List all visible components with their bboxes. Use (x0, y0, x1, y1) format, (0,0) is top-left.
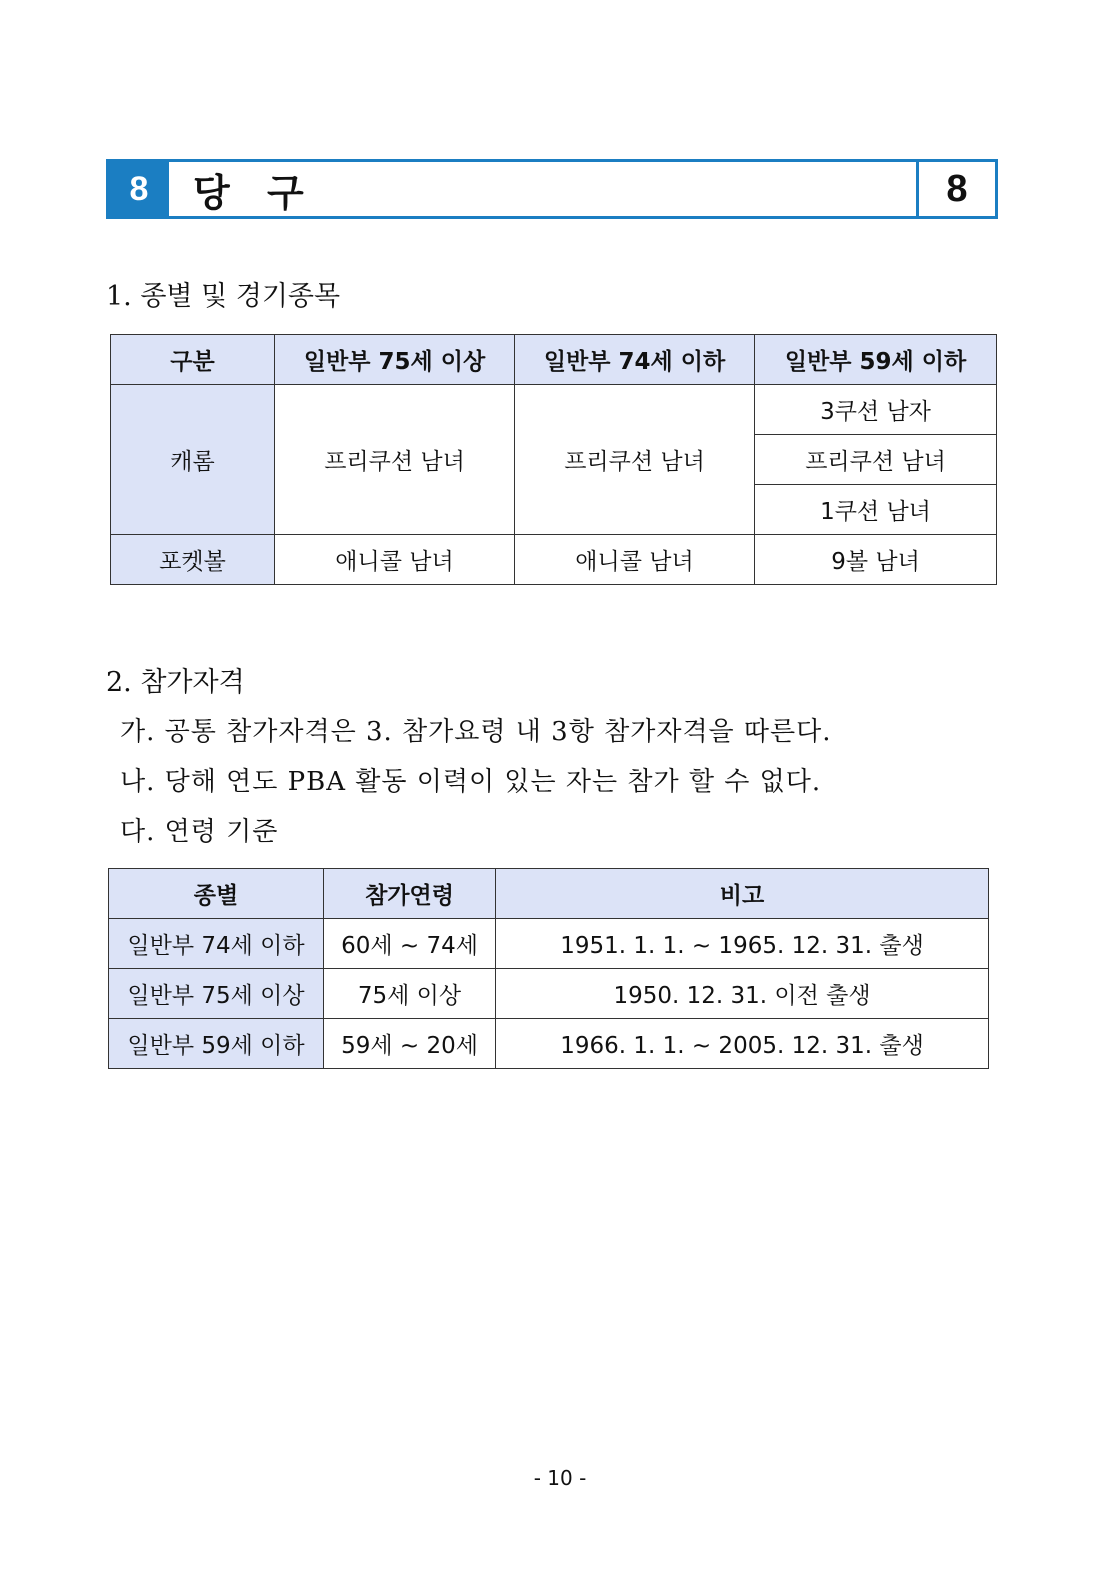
events-table (110, 334, 997, 585)
eligibility-item-b: 나. 당해 연도 PBA 활동 이력이 있는 자는 참가 할 수 없다. (120, 767, 822, 797)
cell-class: 일반부 74세 이하 (109, 919, 324, 969)
cell-note: 1966. 1. 1. ~ 2005. 12. 31. 출생 (496, 1019, 989, 1069)
table-row (111, 385, 997, 435)
heading-eligibility: 2. 참가자격 (106, 667, 245, 698)
table-row (109, 919, 989, 969)
table-row (109, 1019, 989, 1069)
section-number-right: 8 (916, 162, 995, 216)
cell-carom-59-a: 3쿠션 남자 (755, 385, 997, 435)
cell-age: 60세 ~ 74세 (324, 919, 496, 969)
page-number: - 10 - (533, 1466, 587, 1490)
cell-pocket-75: 애니콜 남녀 (275, 535, 515, 585)
col-header-75-over: 일반부 75세 이상 (275, 335, 515, 385)
cell-age: 75세 이상 (324, 969, 496, 1019)
age-table (108, 868, 989, 1069)
table-header-row (111, 335, 997, 385)
row-label-carom: 캐롬 (111, 385, 275, 535)
cell-carom-74: 프리쿠션 남녀 (515, 385, 755, 535)
section-title: 당 구 (193, 170, 316, 215)
heading-events: 1. 종별 및 경기종목 (106, 281, 341, 312)
col-header-74-under: 일반부 74세 이하 (515, 335, 755, 385)
cell-age: 59세 ~ 20세 (324, 1019, 496, 1069)
col-header-age: 참가연령 (324, 869, 496, 919)
section-header (106, 159, 998, 219)
col-header-class: 종별 (109, 869, 324, 919)
section-number-badge: 8 (109, 162, 169, 216)
cell-note: 1951. 1. 1. ~ 1965. 12. 31. 출생 (496, 919, 989, 969)
table-row (111, 535, 997, 585)
cell-carom-75: 프리쿠션 남녀 (275, 385, 515, 535)
table-row (109, 969, 989, 1019)
row-label-pocket: 포켓볼 (111, 535, 275, 585)
table-header-row (109, 869, 989, 919)
col-header-note: 비고 (496, 869, 989, 919)
cell-note: 1950. 12. 31. 이전 출생 (496, 969, 989, 1019)
col-header-59-under: 일반부 59세 이하 (755, 335, 997, 385)
cell-class: 일반부 75세 이상 (109, 969, 324, 1019)
col-header-category: 구분 (111, 335, 275, 385)
cell-pocket-74: 애니콜 남녀 (515, 535, 755, 585)
cell-carom-59-c: 1쿠션 남녀 (755, 485, 997, 535)
eligibility-item-a: 가. 공통 참가자격은 3. 참가요령 내 3항 참가자격을 따른다. (120, 717, 832, 747)
cell-pocket-59: 9볼 남녀 (755, 535, 997, 585)
cell-class: 일반부 59세 이하 (109, 1019, 324, 1069)
cell-carom-59-b: 프리쿠션 남녀 (755, 435, 997, 485)
eligibility-item-c: 다. 연령 기준 (120, 817, 279, 847)
